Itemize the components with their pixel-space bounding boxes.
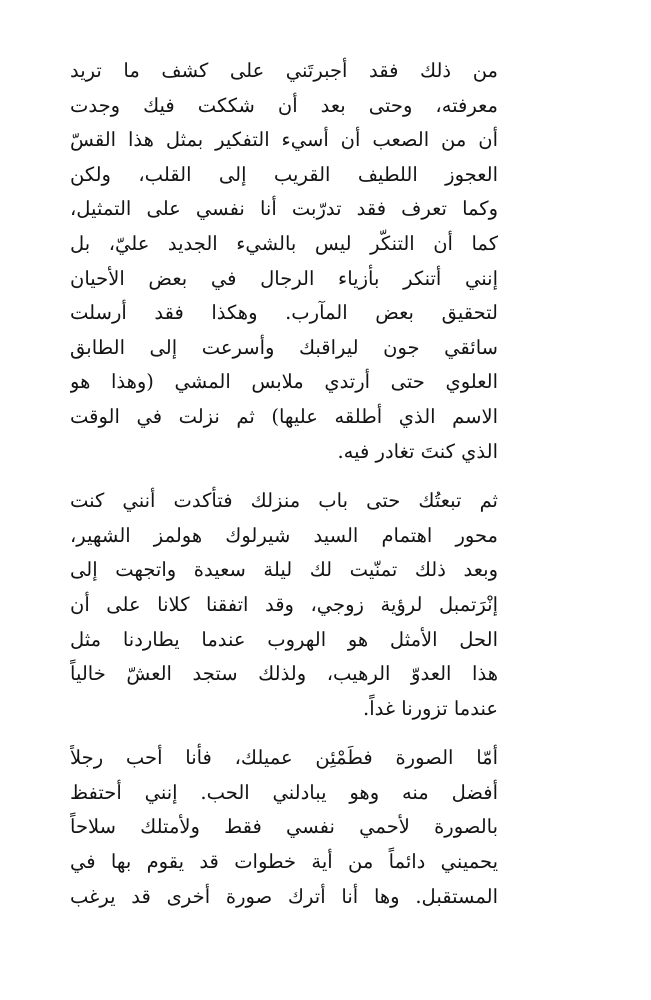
- text-line: إنْرَتمبل لرؤية زوجي، وقد اتفقنا كلانا على أن: [70, 592, 498, 616]
- paragraph-2: [70, 484, 498, 726]
- text-line: هذا العدوّ الرهيب، ولذلك ستجد العشّ خالياً: [70, 662, 498, 686]
- text-line: من ذلك فقد أجبرتَني على كشف ما تريد: [70, 59, 498, 82]
- text-line: المستقبل. وها أنا أترك صورة أخرى قد يرغب: [70, 884, 498, 908]
- text-line: الحل الأمثل هو الهروب عندما يطاردنا مثل: [70, 627, 498, 651]
- text-line: سائقي جون ليراقبك وأسرعت إلى الطابق: [70, 335, 498, 359]
- text-line: أمّا الصورة فطَمْئِن عميلك، فأنا أحب رجلاً: [70, 746, 498, 770]
- text-line: إنني أتنكر بأزياء الرجال في بعض الأحيان: [70, 266, 498, 290]
- text-line: وبعد ذلك تمنّيت لك ليلة سعيدة واتجهت إلى: [70, 558, 498, 582]
- document-page: [70, 54, 498, 914]
- text-line: بالصورة لأحمي نفسي فقط ولأمتلك سلاحاً: [70, 815, 498, 839]
- text-line: الذي كنتَ تغادر فيه.: [337, 439, 498, 463]
- paragraph-gap: [70, 469, 498, 484]
- text-line: لتحقيق بعض المآرب. وهكذا فقد أرسلت: [70, 301, 498, 325]
- paragraph-1: [70, 54, 498, 469]
- paragraph-gap: [70, 726, 498, 741]
- text-line: معرفته، وحتى بعد أن شككت فيك وجدت: [70, 93, 498, 117]
- text-line: عندما تزورنا غداً.: [363, 696, 498, 720]
- text-line: الاسم الذي أطلقه عليها) ثم نزلت في الوقت: [70, 404, 498, 428]
- text-line: وكما تعرف فقد تدرّبت أنا نفسي على التمثيل،: [70, 197, 498, 221]
- text-line: أفضل منه وهو يبادلني الحب. إنني أحتفظ: [70, 780, 498, 804]
- text-line: العلوي حتى أرتدي ملابس المشي (وهذا هو: [70, 370, 498, 394]
- text-line: يحميني دائماً من أية خطوات قد يقوم بها في: [70, 850, 498, 874]
- text-line: أن من الصعب أن أسيء التفكير بمثل هذا القسّ: [70, 128, 498, 152]
- text-line: ثم تبعتُك حتى باب منزلك فتأكدت أنني كنت: [70, 489, 498, 513]
- text-line: محور اهتمام السيد شيرلوك هولمز الشهير،: [70, 523, 498, 547]
- text-line: كما أن التنكّر ليس بالشيء الجديد عليّ، بل: [70, 231, 498, 255]
- text-line: العجوز اللطيف القريب إلى القلب، ولكن: [70, 162, 498, 186]
- paragraph-3: [70, 741, 498, 914]
